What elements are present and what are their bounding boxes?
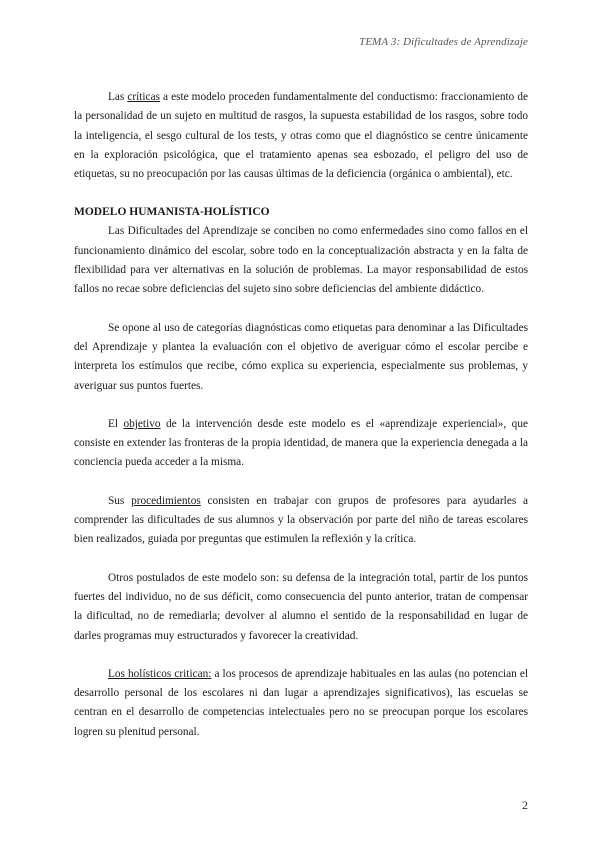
paragraph-postulados: Otros postulados de este modelo son: su defensa de la integración total, partir de los puntos fuertes del individuo, no de sus déficit, como consecuencia del punto anterior, tratan de compensar la dificultad, no de remediarla; devolver al alumno el sentido de la responsabilidad en lugar de darles programas muy estructurados y favorecer la creatividad. [74,571,528,642]
text-fragment: El [108,417,124,430]
page-content [74,88,528,742]
paragraph-criticas [74,88,528,184]
text-fragment: Las [108,91,128,103]
page-number: 2 [522,798,528,812]
paragraph-objetivo [74,415,528,473]
underlined-term-objetivo: objetivo [123,417,161,430]
paragraph-holisticos [74,665,528,742]
paragraph-concepto: Las Dificultades del Aprendizaje se conciben no como enfermedades sino como fallos en el funcionamiento dinámico del escolar, sobre todo en la conceptualización abstracta y en la falta de flexibilidad para ver alternativas en la solución de problemas. La mayor responsabilidad de estos fallos no recae sobre deficiencias del sujeto sino sobre deficiencias del ambiente didáctico. [74,225,528,296]
underlined-term-criticas: críticas [127,91,160,103]
text-fragment: consisten en trabajar con grupos de profesores para ayudarles a comprender las dificultades de sus alumnos y la observación por parte del niño de tareas escolares bien realizados, guiada por preguntas que estimulen la reflexión y la crítica. [74,494,528,546]
text-fragment: de la intervención desde este modelo es el «aprendizaje experiencial», que consiste en extender las fronteras de la propia identidad, de manera que la experiencia denegada a la conciencia pueda acceder a la misma. [74,417,528,469]
text-fragment: a los procesos de aprendizaje habituales en las aulas (no potencian el desarrollo personal de los escolares ni dan lugar a aprendizajes significativos), las escuelas se centran en el desarrollo de competencias intelectuales pero no se preocupan porque los escolares logren su plenitud personal. [74,667,528,738]
running-header: TEMA 3: Dificultades de Aprendizaje [359,36,528,48]
text-fragment: Sus [108,494,132,507]
paragraph-procedimientos [74,492,528,550]
paragraph-evaluacion: Se opone al uso de categorías diagnósticas como etiquetas para denominar a las Dificultades del Aprendizaje y plantea la evaluación con el objetivo de averiguar cómo el escolar percibe e interpreta los estímulos que recibe, cómo explica su experiencia, especialmente sus problemas, y averiguar sus puntos fuertes. [74,321,528,392]
underlined-term-procedimientos: procedimientos [131,494,201,507]
underlined-term-holisticos: Los holísticos critican: [108,667,212,680]
section-heading: MODELO HUMANISTA-HOLÍSTICO [74,206,270,219]
text-fragment: a este modelo proceden fundamentalmente del conductismo: fraccionamiento de la personalidad de un sujeto en multitud de rasgos, la supuesta estabilidad de los rasgos, sobre todo la inteligencia, el sesgo cultural de los tests, y otras como que el diagnóstico se centre únicamente en la exploración psicológica, que el tratamiento apenas sea esbozado, el peligro del uso de etiquetas, su no preocupación por las causas últimas de la deficiencia (orgánica o ambiental), etc. [74,91,528,181]
